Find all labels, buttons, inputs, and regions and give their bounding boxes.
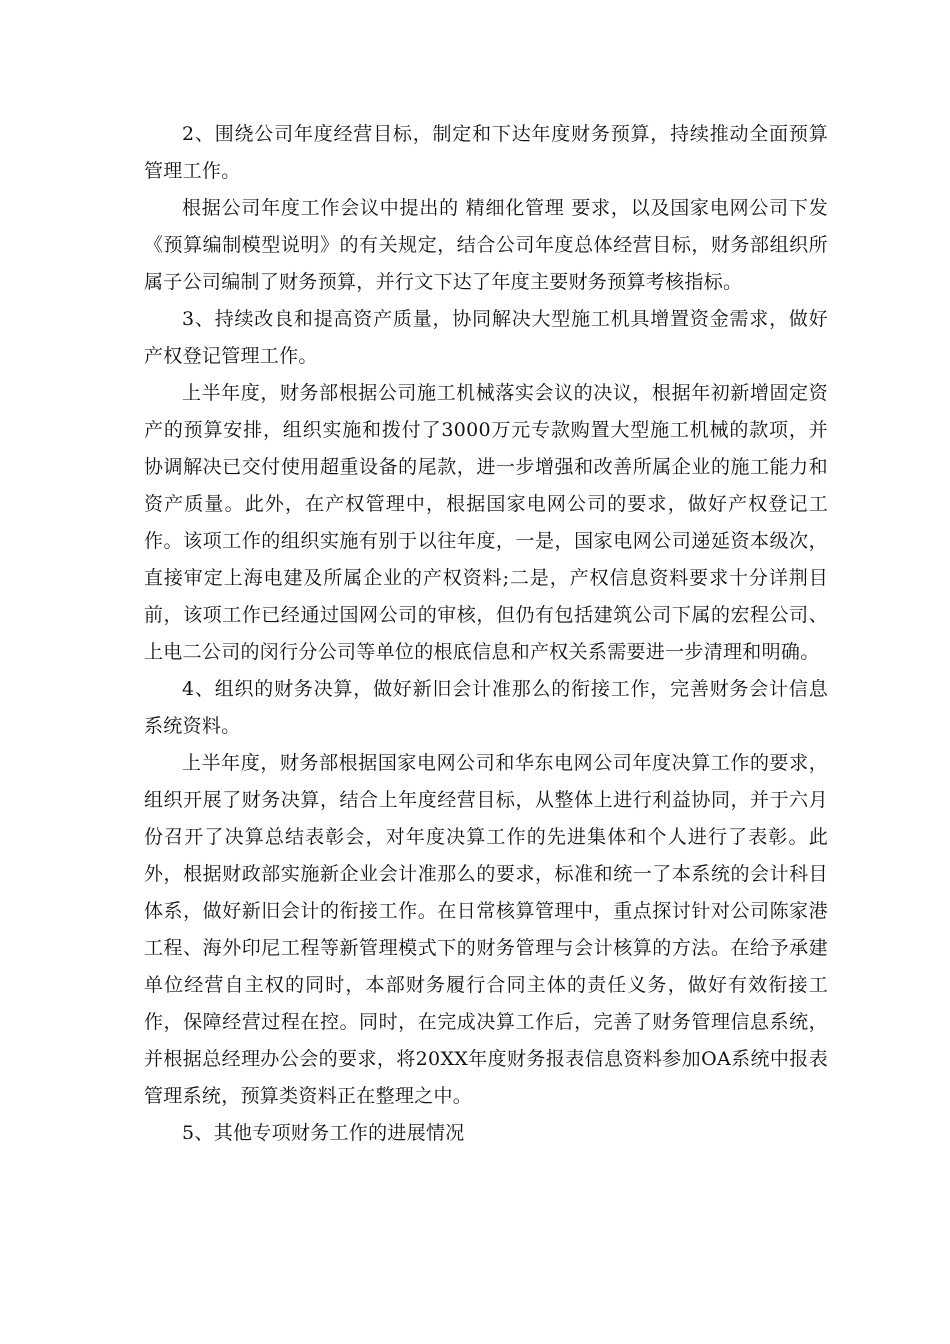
document-body (144, 116, 828, 1152)
paragraph-assets-body: 上半年度，财务部根据公司施工机械落实会议的决议，根据年初新增固定资产的预算安排，组织实施和拨付了3000万元专款购置大型施工机械的款项，并协调解决已交付使用超重设备的尾款，进一步增强和改善所属企业的施工能力和资产质量。此外，在产权管理中，根据国家电网公司的要求，做好产权登记工作。该项工作的组织实施有别于以往年度，一是，国家电网公司递延资本级次，直接审定上海电建及所属企业的产权资料;二是，产权信息资料要求十分详荆目前，该项工作已经通过国网公司的审核，但仍有包括建筑公司下属的宏程公司、上电二公司的闵行分公司等单位的根底信息和产权关系需要进一步清理和明确。 (144, 382, 828, 663)
paragraph-budget-body: 根据公司年度工作会议中提出的 精细化管理 要求，以及国家电网公司下发《预算编制模型说明》的有关规定，结合公司年度总体经营目标，财务部组织所属子公司编制了财务预算，并行文下达了年度主要财务预算考核指标。 (144, 197, 828, 293)
paragraph-accounts-heading: 4、组织的财务决算，做好新旧会计准那么的衔接工作，完善财务会计信息系统资料。 (144, 678, 828, 737)
paragraph-accounts-body: 上半年度，财务部根据国家电网公司和华东电网公司年度决算工作的要求，组织开展了财务决算，结合上年度经营目标，从整体上进行利益协同，并于六月份召开了决算总结表彰会，对年度决算工作的先进集体和个人进行了表彰。此外，根据财政部实施新企业会计准那么的要求，标准和统一了本系统的会计科目体系，做好新旧会计的衔接工作。在日常核算管理中，重点探讨针对公司陈家港工程、海外印尼工程等新管理模式下的财务管理与会计核算的方法。在给予承建单位经营自主权的同时，本部财务履行合同主体的责任义务，做好有效衔接工作，保障经营过程在控。同时，在完成决算工作后，完善了财务管理信息系统，并根据总经理办公会的要求，将20XX年度财务报表信息资料参加OA系统中报表管理系统，预算类资料正在整理之中。 (144, 752, 828, 1107)
paragraph-assets-heading: 3、持续改良和提高资产质量，协同解决大型施工机具增置资金需求，做好产权登记管理工作。 (144, 308, 828, 367)
paragraph-other-heading: 5、其他专项财务工作的进展情况 (182, 1122, 465, 1144)
paragraph-budget-heading: 2、围绕公司年度经营目标，制定和下达年度财务预算，持续推动全面预算管理工作。 (144, 123, 828, 182)
